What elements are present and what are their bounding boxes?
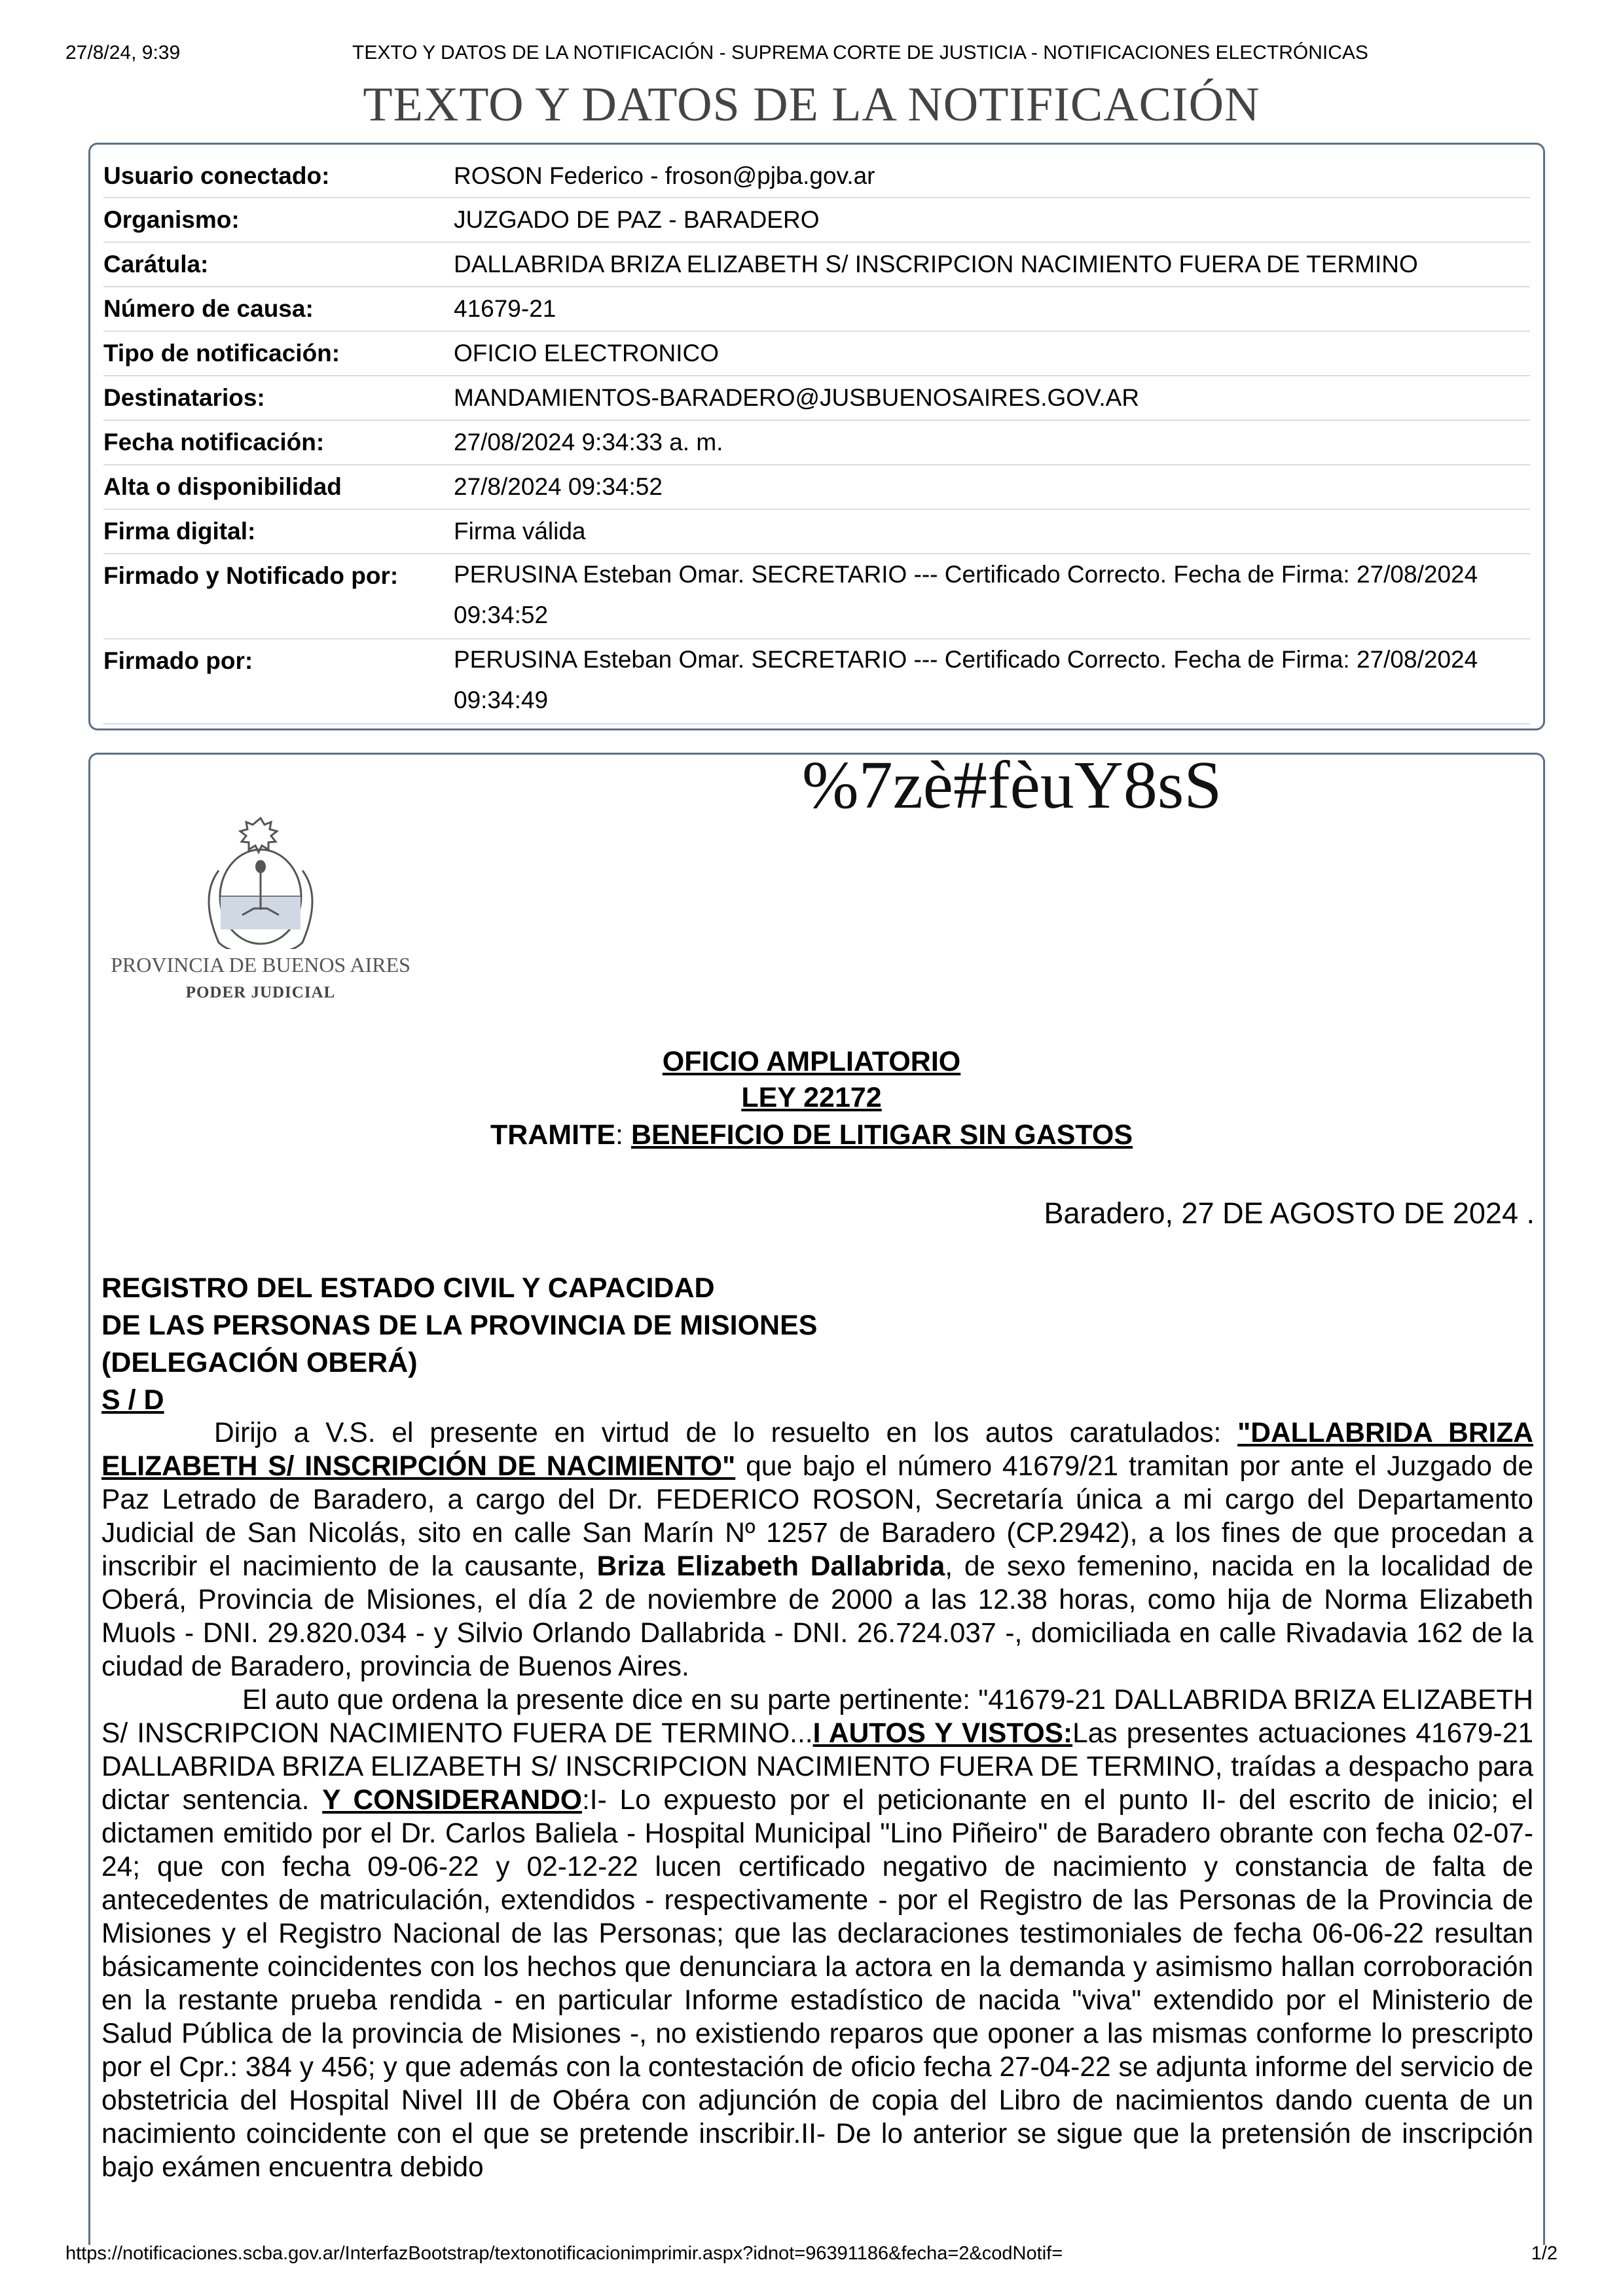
autos-y-vistos: I AUTOS Y VISTOS:: [812, 1718, 1073, 1749]
doc-heading-oficio: OFICIO AMPLIATORIO: [662, 1046, 961, 1077]
info-label: Tipo de notificación:: [103, 340, 340, 367]
info-row: [103, 376, 1530, 421]
notification-info-box: [88, 143, 1545, 730]
addressee-line: REGISTRO DEL ESTADO CIVIL Y CAPACIDAD: [101, 1272, 715, 1304]
body-text-run: :I- Lo expuesto por el peticionante en el punto II- del escrito de inicio; el dictamen emitido por el Dr. Carlos Baliela - Hospital Municipal "Lino Piñeiro" de Baradero obrante con fecha 02-07-24; que con fecha 09-06-22 y 02-12-22 lucen certificado negativo de nacimiento y constancia de falta de antecedentes de matriculación, extendidos - respectivamente - por el Registro de las Personas de la Provincia de Misiones y el Registro Nacional de las Personas; que las declaraciones testimoniales de fecha 06-06-22 resultan básicamente coincidentes con los hechos que denunciara la actora en la demanda y asimismo hallan corroboración en la restante prueba rendida - en particular Informe estadístico de nacida "viva" extendido por el Ministerio de Salud Pública de la provincia de Misiones -, no existiendo reparos que oponer a las mismas conforme lo prescripto por el Cpr.: 384 y 456; y que además con la contestación de oficio fecha 27-04-22 se adjunta informe del servicio de obstetricia del Hospital Nivel III de Obéra con adjunción de copia del Libro de nacimientos dando cuenta de un nacimiento coincidente con el que se pretende inscribir.II- De lo anterior se sigue que la pretensión de inscripción bajo exámen encuentra debido: [101, 1785, 1533, 2183]
info-value: JUZGADO DE PAZ - BARADERO: [454, 206, 820, 233]
info-value: MANDAMIENTOS-BARADERO@JUSBUENOSAIRES.GOV.AR: [454, 384, 1140, 411]
tramite-label: TRAMITE: [490, 1119, 616, 1151]
info-row: [103, 639, 1530, 725]
page-number: 1/2: [1531, 2243, 1558, 2264]
body-text-run: Las presentes actuaciones 41679-21 DALLABRIDA BRIZA ELIZABETH S/ INSCRIPCION NACIMIENTO FUERA DE TERMINO, traídas a despacho para dictar sentencia.: [101, 1718, 1533, 1816]
print-title: TEXTO Y DATOS DE LA NOTIFICACIÓN - SUPREMA CORTE DE JUSTICIA - NOTIFICACIONES ELECTRÓNICAS: [352, 42, 1368, 63]
info-row: [103, 198, 1530, 243]
info-row: [103, 332, 1530, 376]
info-value: OFICIO ELECTRONICO: [454, 340, 719, 367]
body-paragraph-1: [101, 1416, 1533, 1683]
y-considerando: Y CONSIDERANDO: [322, 1785, 582, 1816]
body-text-run: , de sexo femenino, nacida en la localidad de Oberá, Provincia de Misiones, el día 2 de noviembre de 2000 a las 12.38 horas, como hija de Norma Elizabeth Muols - DNI. 29.820.034 - y Silvio Orlando Dallabrida - DNI. 26.724.037 -, domiciliada en calle Rivadavia 162 de la ciudad de Baradero, provincia de Buenos Aires.: [101, 1551, 1533, 1682]
seal-poder-text: PODER JUDICIAL: [185, 984, 336, 1001]
footer-url: https://notificaciones.scba.gov.ar/InterfazBootstrap/textonotificacionimprimir.aspx?idnot=96391186&fecha=2&codNotif=: [65, 2243, 1063, 2264]
addressee-line: DE LAS PERSONAS DE LA PROVINCIA DE MISIONES: [101, 1310, 818, 1341]
info-label: Fecha notificación:: [103, 429, 325, 456]
info-row: [103, 421, 1530, 465]
info-label: Firma digital:: [103, 518, 256, 545]
doc-tramite: [0, 1119, 1623, 1151]
info-value: DALLABRIDA BRIZA ELIZABETH S/ INSCRIPCION NACIMIENTO FUERA DE TERMINO: [454, 251, 1418, 278]
body-text-run: que bajo el número 41679/21 tramitan por ante el Juzgado de Paz Letrado de Baradero, a cargo del Dr. FEDERICO ROSON, Secretaría única a mi cargo del Departamento Judicial de San Nicolás, sito en calle San Marín Nº 1257 de Baradero (CP.2942), a los fines de que procedan a inscribir el nacimiento de la causante,: [101, 1451, 1533, 1582]
info-row: [103, 554, 1530, 639]
addressee-block: [101, 1270, 817, 1419]
judicial-seal: [103, 798, 418, 1008]
info-label: Destinatarios:: [103, 384, 265, 411]
place-date: Baradero, 27 DE AGOSTO DE 2024 .: [1044, 1196, 1535, 1230]
body-paragraph-2: [101, 1683, 1533, 2184]
info-label: Usuario conectado:: [103, 162, 330, 189]
info-value: 41679-21: [454, 295, 556, 322]
document-body: [101, 1416, 1533, 2184]
info-value: PERUSINA Esteban Omar. SECRETARIO --- Certificado Correcto. Fecha de Firma: 27/08/2024 09:34:52: [454, 561, 1478, 628]
info-label: Alta o disponibilidad: [103, 473, 342, 500]
seal-province-text: PROVINCIA DE BUENOS AIRES: [111, 953, 410, 977]
body-text-run: El auto que ordena la presente dice en su parte pertinente: "41679-21 DALLABRIDA BRIZA ELIZABETH S/ INSCRIPCION NACIMIENTO FUERA DE TERMINO...: [101, 1685, 1533, 1749]
tramite-separator: :: [615, 1119, 631, 1151]
body-text-run: Dirijo a V.S. el presente en virtud de lo resuelto en los autos caratulados:: [214, 1418, 1238, 1448]
info-label: Carátula:: [103, 251, 209, 278]
info-label: Organismo:: [103, 206, 240, 233]
info-row: [103, 243, 1530, 287]
info-row: [103, 510, 1530, 554]
case-title: "DALLABRIDA BRIZA ELIZABETH S/ INSCRIPCIÓN DE NACIMIENTO": [101, 1418, 1533, 1482]
info-row: [103, 287, 1530, 332]
info-value: Firma válida: [454, 518, 586, 545]
info-row: [103, 155, 1530, 198]
info-value: ROSON Federico - froson@pjba.gov.ar: [454, 162, 875, 189]
info-label: Número de causa:: [103, 295, 314, 322]
info-label: Firmado y Notificado por:: [103, 562, 399, 589]
doc-heading-ley: LEY 22172: [741, 1082, 882, 1113]
tramite-value: BENEFICIO DE LITIGAR SIN GASTOS: [630, 1119, 1133, 1151]
barcode-text: %7zè#fèuY8sS: [802, 747, 1222, 823]
addressee-line: S / D: [101, 1384, 164, 1416]
info-value: 27/08/2024 9:34:33 a. m.: [454, 429, 723, 456]
page-title: TEXTO Y DATOS DE LA NOTIFICACIÓN: [363, 78, 1260, 132]
info-value: PERUSINA Esteban Omar. SECRETARIO --- Certificado Correcto. Fecha de Firma: 27/08/2024 09:34:49: [454, 646, 1478, 713]
print-datetime: 27/8/24, 9:39: [65, 42, 181, 63]
coat-of-arms-icon: [103, 798, 418, 949]
info-value: 27/8/2024 09:34:52: [454, 473, 663, 500]
addressee-line: (DELEGACIÓN OBERÁ): [101, 1347, 418, 1378]
info-label: Firmado por:: [103, 647, 253, 674]
person-name: Briza Elizabeth Dallabrida: [596, 1551, 945, 1582]
info-row: [103, 465, 1530, 510]
print-header: [65, 42, 1558, 68]
